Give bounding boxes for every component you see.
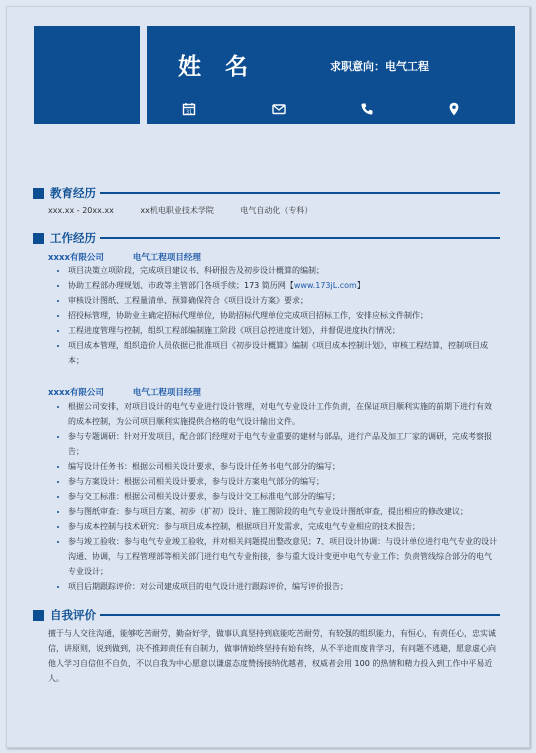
duty-item: • 审核设计图纸、工程量清单、预算确保符合《项目设计方案》要求；	[68, 293, 498, 308]
education-section-header	[33, 185, 96, 201]
duty-item: • 项目成本管理，组织造价人员依据已批准项目《初步设计概算》编制《项目成本控制计划》，审核工程结算，控制项目成本；	[68, 338, 498, 368]
duty-item: • 参与竣工验收：参与电气专业竣工验收，并对相关问题提出整改意见；7、项目设计协调：与设计单位进行电气专业的设计沟通、协调，与工程管理部等相关部门进行电气专业衔接，参与重大设计变更中电气专业工作；负责管线综合部分的电气专业设计；	[68, 534, 498, 579]
education-entry	[48, 205, 336, 216]
website-link[interactable]: www.173jL.com	[293, 281, 357, 290]
duty-item: • 项目后期跟踪评价：对公司建成项目的电气设计进行跟踪评价，编写评价报告；	[68, 579, 498, 594]
education-divider	[100, 192, 500, 194]
work-divider	[100, 237, 500, 239]
svg-text:31: 31	[185, 109, 193, 116]
self-eval-text: 擅于与人交往沟通，能够吃苦耐劳，勤奋好学，做事认真坚持到底能吃苦耐劳，有较强的组织能力，有恒心，有责任心，忠实诚信，讲原则，说到做到，决不推卸责任有自制力，做事情始终坚持有始有终，从不半途而废肯学习，有问题不逃避，愿意虚心向他人学习自信但不自负，不以自我为中心愿意以谦虚态度赞扬接纳优越者，权威者会用 100 的热情和精力投入到工作中平易近人。	[48, 629, 496, 683]
job-2-header	[48, 386, 201, 398]
job-2-duties	[50, 399, 498, 594]
calendar-icon	[182, 102, 196, 116]
duty-text: 协助工程部办理规划、市政等主管部门各项手续；173 简历网【	[68, 281, 294, 290]
job-1-duties	[50, 263, 498, 368]
duty-item: • 参与交工标准：根据公司相关设计要求，参与设计交工标准电气部分的编写；	[68, 489, 498, 504]
location-icon	[447, 102, 461, 116]
duty-item: • 项目决策立项阶段，完成项目建议书、科研报告及初步设计概算的编制；	[68, 263, 498, 278]
duty-item: • 编写设计任务书：根据公司相关设计要求，参与设计任务书电气部分的编写；	[68, 459, 498, 474]
self-eval-divider	[100, 614, 500, 616]
duty-item: • 工程进度管理与控制，组织工程部编制施工阶段《项目总控进度计划》，并督促进度执行情况；	[68, 323, 498, 338]
job-objective: 求职意向：电气工程	[330, 60, 429, 73]
job-2-company: xxxx有限公司	[48, 388, 104, 398]
duty-item	[68, 278, 498, 293]
job-1-role: 电气工程项目经理	[132, 253, 201, 263]
education-school: xx机电职业技术学院	[140, 206, 214, 215]
duty-item: • 参与成本控制与技术研究：参与项目成本控制，根据项目开发需求，完成电气专业相应的技术报告；	[68, 519, 498, 534]
candidate-name: 姓 名	[178, 54, 257, 80]
phone-icon	[360, 102, 374, 116]
duty-item: • 根据公司安排，对项目设计的电气专业进行设计管理，对电气专业设计工作负责，在保证项目顺利实施的前期下进行有效的成本控制，为公司项目顺利实施提供合格的电气设计输出文件。	[68, 399, 498, 429]
work-section-header	[33, 230, 96, 246]
self-eval-title: 自我评价	[50, 608, 96, 622]
job-2-role: 电气工程项目经理	[132, 388, 201, 398]
section-marker	[33, 233, 44, 244]
duty-item: • 参与专题调研：针对开发项目，配合部门经理对于电气专业重要的建材与部品，进行产品及加工厂家的调研，完成考察报告；	[68, 429, 498, 459]
section-marker	[33, 188, 44, 199]
job-1-company: xxxx有限公司	[48, 253, 104, 263]
duty-item: • 参与图纸审查：参与项目方案、初步（扩初）设计、施工图阶段的电气专业设计图纸审查，提出相应的修改建议；	[68, 504, 498, 519]
education-major: 电气自动化（专科）	[240, 206, 313, 215]
work-title: 工作经历	[50, 231, 96, 245]
section-marker	[33, 610, 44, 621]
job-1-header	[48, 251, 201, 263]
duty-item: • 招投标管理，协助业主确定招标代理单位，协助招标代理单位完成项目招标工作，安排应标文件制作；	[68, 308, 498, 323]
education-title: 教育经历	[50, 186, 96, 200]
duty-item: • 参与方案设计：根据公司相关设计要求，参与设计方案电气部分的编写；	[68, 474, 498, 489]
self-eval-section-header	[33, 607, 96, 623]
mail-icon	[272, 102, 286, 116]
header-photo-block	[34, 26, 140, 124]
education-period: xxx.xx - 20xx.xx	[48, 206, 114, 215]
duty-text-suffix: 】	[356, 281, 365, 290]
